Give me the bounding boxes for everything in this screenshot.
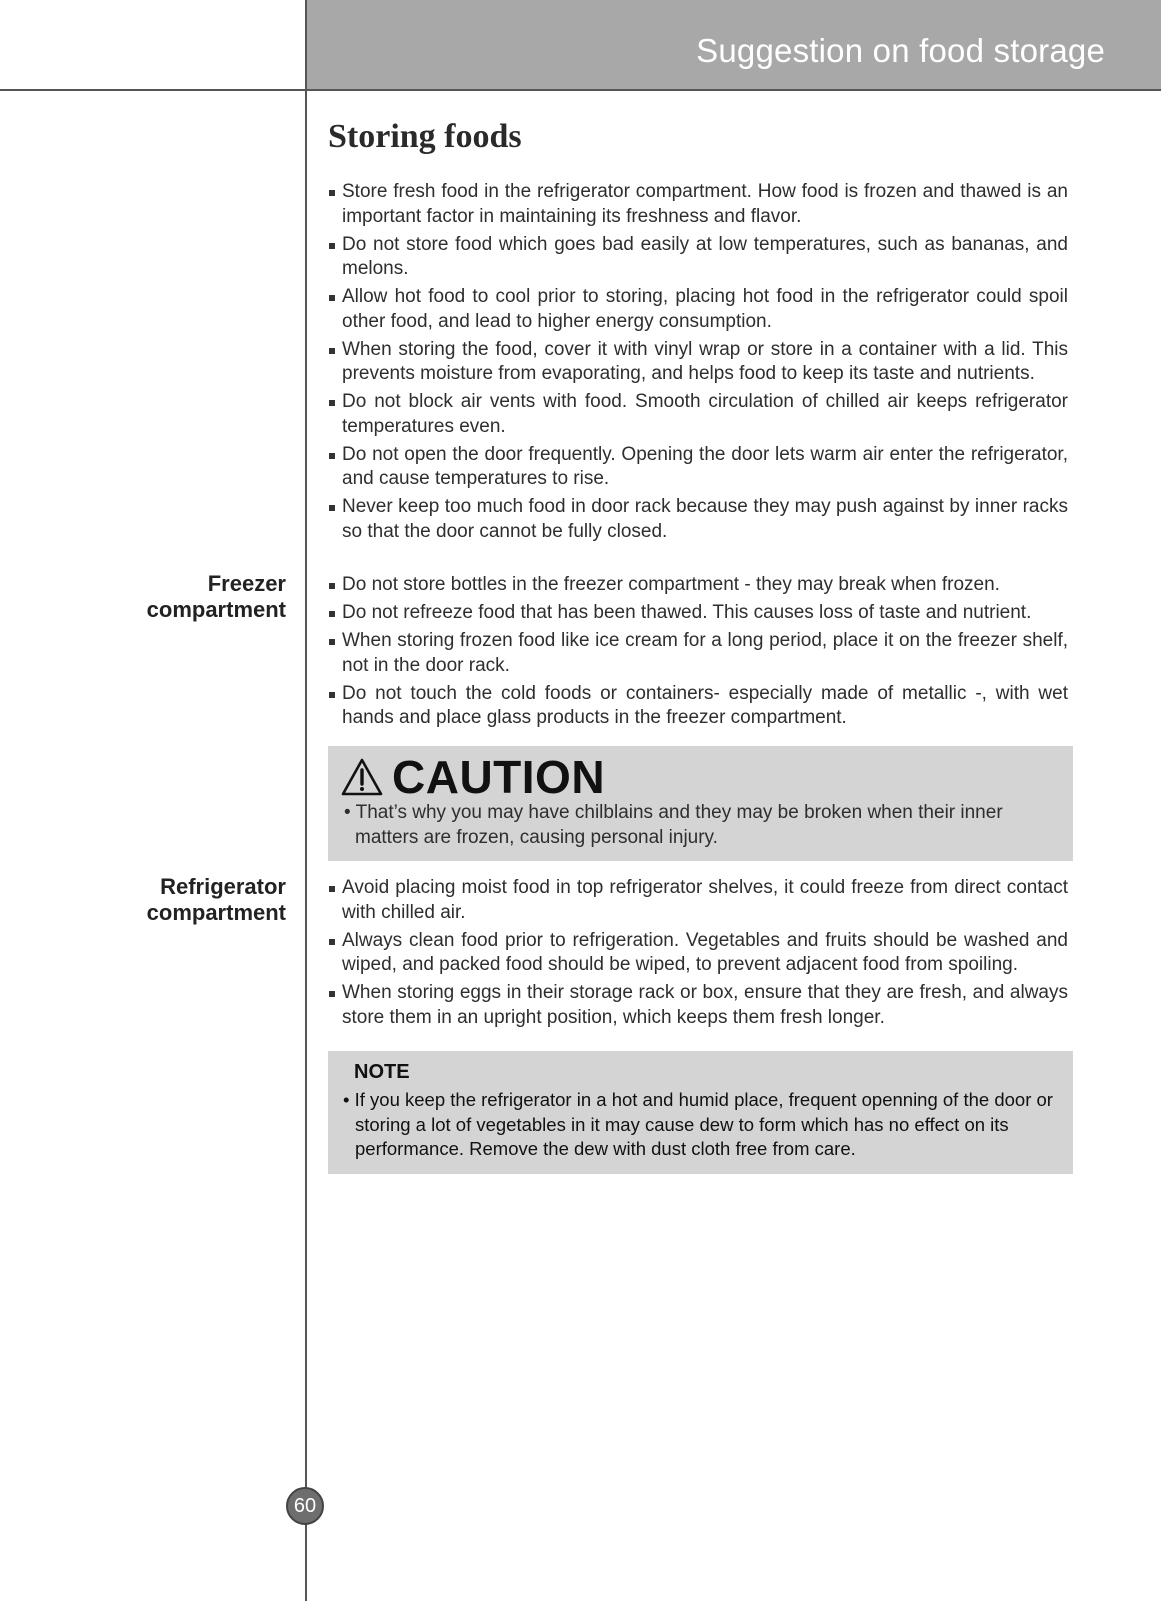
caution-box bbox=[328, 746, 1073, 861]
page-title: Storing foods bbox=[328, 118, 522, 155]
refrigerator-list bbox=[328, 876, 1068, 1034]
list-item: When storing the food, cover it with vinyl wrap or store in a container with a lid. This prevents moisture from evaporating, and helps food to keep its taste and nutrients. bbox=[328, 338, 1068, 387]
header-band bbox=[306, 0, 1161, 90]
list-item: Always clean food prior to refrigeration. Vegetables and fruits should be washed and wiped, and packed food should be wiped, to prevent adjacent food from spoiling. bbox=[328, 929, 1068, 978]
list-item: Do not store bottles in the freezer compartment - they may break when frozen. bbox=[328, 573, 1068, 598]
list-item: When storing frozen food like ice cream for a long period, place it on the freezer shelf, not in the door rack. bbox=[328, 629, 1068, 678]
page-number: 60 bbox=[286, 1487, 324, 1525]
list-item: Do not open the door frequently. Opening the door lets warm air enter the refrigerator, and cause temperatures to rise. bbox=[328, 443, 1068, 492]
margin-divider bbox=[305, 0, 307, 1601]
storing-foods-list bbox=[328, 180, 1068, 548]
list-item: Do not touch the cold foods or containers- especially made of metallic -, with wet hands and place glass products in the freezer compartment. bbox=[328, 682, 1068, 731]
note-box bbox=[328, 1051, 1073, 1174]
list-item: Store fresh food in the refrigerator compartment. How food is frozen and thawed is an important factor in maintaining its freshness and flavor. bbox=[328, 180, 1068, 229]
list-item: Never keep too much food in door rack because they may push against by inner racks so that the door cannot be fully closed. bbox=[328, 495, 1068, 544]
list-item: Allow hot food to cool prior to storing, placing hot food in the refrigerator could spoil other food, and lead to higher energy consumption. bbox=[328, 285, 1068, 334]
freezer-label-line2: compartment bbox=[146, 597, 286, 622]
refrigerator-section-label bbox=[147, 874, 286, 926]
refrigerator-label-line2: compartment bbox=[146, 900, 286, 925]
note-title: NOTE bbox=[354, 1061, 410, 1083]
list-item: When storing eggs in their storage rack or box, ensure that they are fresh, and always store them in an upright position, which keeps them fresh longer. bbox=[328, 981, 1068, 1030]
freezer-section-label bbox=[147, 571, 286, 623]
refrigerator-label-line1: Refrigerator bbox=[160, 874, 286, 899]
caution-heading bbox=[340, 752, 605, 802]
caution-text: • That’s why you may have chilblains and they may be broken when their inner matters are frozen, causing personal injury. bbox=[344, 802, 1003, 848]
list-item: Do not store food which goes bad easily at low temperatures, such as bananas, and melons. bbox=[328, 233, 1068, 282]
note-text: • If you keep the refrigerator in a hot and humid place, frequent openning of the door or storing a lot of vegetables in it may cause dew to form which has no effect on its performance. Remove the dew with dust cloth free from care. bbox=[343, 1089, 1053, 1159]
caution-title: CAUTION bbox=[392, 751, 606, 803]
warning-triangle-icon bbox=[340, 757, 384, 797]
section-header-title: Suggestion on food storage bbox=[696, 32, 1105, 69]
freezer-label-line1: Freezer bbox=[207, 571, 286, 596]
list-item: Do not refreeze food that has been thawed. This causes loss of taste and nutrient. bbox=[328, 601, 1068, 626]
list-item: Do not block air vents with food. Smooth circulation of chilled air keeps refrigerator temperatures even. bbox=[328, 390, 1068, 439]
header-divider bbox=[0, 89, 1161, 91]
list-item: Avoid placing moist food in top refrigerator shelves, it could freeze from direct contact with chilled air. bbox=[328, 876, 1068, 925]
freezer-list bbox=[328, 573, 1068, 734]
